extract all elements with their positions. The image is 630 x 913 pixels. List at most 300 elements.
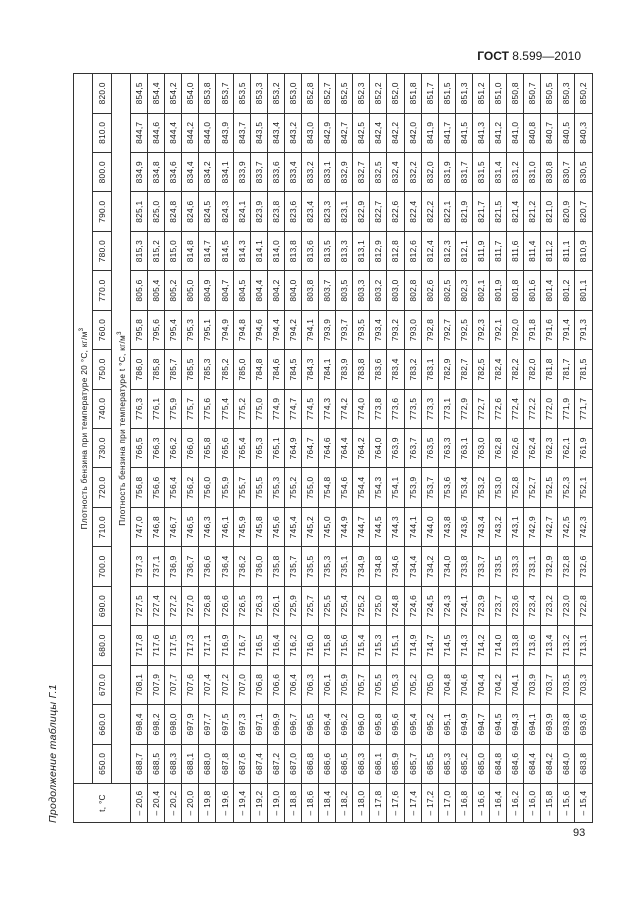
density-value-cell: 696,0 — [353, 705, 370, 744]
density-value-cell: 765,6 — [216, 429, 233, 468]
density-value-cell: 704,4 — [472, 665, 489, 704]
density-value-cell: 762,8 — [489, 429, 506, 468]
density-value-cell: 756,2 — [182, 468, 199, 507]
density-value-cell: 840,5 — [558, 113, 575, 152]
density-value-cell: 754,3 — [370, 468, 387, 507]
density-value-cell: 696,5 — [301, 705, 318, 744]
rotated-table-block — [47, 73, 611, 823]
density-value-cell: 804,0 — [284, 271, 301, 310]
density-value-cell: 707,2 — [216, 665, 233, 704]
density-value-cell: 842,2 — [387, 113, 404, 152]
density-value-cell: 686,8 — [301, 744, 318, 783]
density-header-cell: 790.0 — [93, 192, 112, 231]
density-value-cell: 802,3 — [455, 271, 472, 310]
table-row — [284, 74, 301, 823]
table-row — [421, 74, 438, 823]
density-value-cell: 734,6 — [387, 547, 404, 586]
density-value-cell: 763,5 — [421, 429, 438, 468]
density-value-cell: 715,1 — [387, 626, 404, 665]
density-value-cell: 752,1 — [575, 468, 592, 507]
density-value-cell: 831,4 — [489, 153, 506, 192]
density-value-cell: 771,9 — [558, 389, 575, 428]
density-value-cell: 805,0 — [182, 271, 199, 310]
density-value-cell: 853,2 — [267, 74, 284, 114]
temperature-cell: – 15,4 — [575, 784, 592, 823]
density-value-cell: 754,1 — [387, 468, 404, 507]
density-value-cell: 781,5 — [575, 350, 592, 389]
table-row — [558, 74, 575, 823]
table-row — [250, 74, 267, 823]
density-value-cell: 696,2 — [336, 705, 353, 744]
density-value-cell: 765,1 — [267, 429, 284, 468]
density-value-cell: 785,5 — [182, 350, 199, 389]
density-value-cell: 833,4 — [284, 153, 301, 192]
density-value-cell: 842,0 — [404, 113, 421, 152]
density-value-cell: 841,7 — [438, 113, 455, 152]
density-value-cell: 801,4 — [541, 271, 558, 310]
density-value-cell: 708,1 — [131, 665, 148, 704]
density-value-cell: 735,3 — [319, 547, 336, 586]
density-value-cell: 821,9 — [455, 192, 472, 231]
density-value-cell: 756,6 — [148, 468, 165, 507]
temperature-cell: – 17,8 — [370, 784, 387, 823]
density-value-cell: 744,0 — [421, 507, 438, 546]
density-value-cell: 773,8 — [370, 389, 387, 428]
density-value-cell: 694,7 — [472, 705, 489, 744]
density-value-cell: 705,2 — [404, 665, 421, 704]
density-value-cell: 723,7 — [489, 586, 506, 625]
density-value-cell: 686,6 — [319, 744, 336, 783]
density-value-cell: 703,3 — [575, 665, 592, 704]
density-value-cell: 694,1 — [524, 705, 541, 744]
density-value-cell: 852,2 — [370, 74, 387, 114]
density-value-cell: 752,8 — [507, 468, 524, 507]
standard-number: 8.599—2010 — [508, 49, 581, 63]
density-value-cell: 810,9 — [575, 231, 592, 270]
density-value-cell: 688,7 — [131, 744, 148, 783]
group-header — [74, 74, 93, 784]
density-value-cell: 820,7 — [575, 192, 592, 231]
density-value-cell: 852,8 — [301, 74, 318, 114]
density-value-cell: 793,0 — [404, 310, 421, 349]
density-value-cell: 784,5 — [284, 350, 301, 389]
density-value-cell: 784,3 — [301, 350, 318, 389]
density-value-cell: 794,9 — [216, 310, 233, 349]
density-value-cell: 833,1 — [319, 153, 336, 192]
density-value-cell: 781,8 — [541, 350, 558, 389]
density-value-cell: 815,3 — [131, 231, 148, 270]
temperature-cell: – 20,4 — [148, 784, 165, 823]
density-value-cell: 801,1 — [575, 271, 592, 310]
density-value-cell: 794,1 — [301, 310, 318, 349]
density-value-cell: 745,0 — [319, 507, 336, 546]
table-row — [387, 74, 404, 823]
density-value-cell: 783,1 — [421, 350, 438, 389]
density-value-cell: 840,3 — [575, 113, 592, 152]
temperature-cell: – 15,8 — [541, 784, 558, 823]
density-value-cell: 824,3 — [216, 192, 233, 231]
density-value-cell: 695,4 — [404, 705, 421, 744]
density-value-cell: 725,4 — [336, 586, 353, 625]
density-value-cell: 786,0 — [131, 350, 148, 389]
density-value-cell: 736,2 — [233, 547, 250, 586]
table-row — [336, 74, 353, 823]
density-value-cell: 753,9 — [404, 468, 421, 507]
density-value-cell: 746,5 — [182, 507, 199, 546]
density-value-cell: 803,7 — [319, 271, 336, 310]
density-value-cell: 703,5 — [558, 665, 575, 704]
density-value-cell: 724,6 — [404, 586, 421, 625]
table-row — [319, 74, 336, 823]
density-value-cell: 745,2 — [301, 507, 318, 546]
density-value-cell: 685,3 — [438, 744, 455, 783]
density-header-cell: 820.0 — [93, 74, 112, 114]
density-value-cell: 754,4 — [353, 468, 370, 507]
density-value-cell: 756,0 — [199, 468, 216, 507]
density-value-cell: 844,7 — [131, 113, 148, 152]
density-value-cell: 685,0 — [472, 744, 489, 783]
density-value-cell: 791,6 — [541, 310, 558, 349]
density-value-cell: 853,3 — [250, 74, 267, 114]
density-value-cell: 795,1 — [199, 310, 216, 349]
density-value-cell: 685,5 — [421, 744, 438, 783]
density-value-cell: 792,0 — [507, 310, 524, 349]
density-value-cell: 705,0 — [421, 665, 438, 704]
density-value-cell: 705,9 — [336, 665, 353, 704]
density-value-cell: 792,7 — [438, 310, 455, 349]
sub-header-text: Плотность бензина при температуре t °С, кг/м — [116, 334, 127, 526]
density-value-cell: 764,7 — [301, 429, 318, 468]
density-value-cell: 805,2 — [165, 271, 182, 310]
density-value-cell: 815,0 — [165, 231, 182, 270]
density-value-cell: 776,1 — [148, 389, 165, 428]
density-value-cell: 695,1 — [438, 705, 455, 744]
density-value-cell: 704,2 — [489, 665, 506, 704]
density-value-cell: 830,8 — [541, 153, 558, 192]
density-value-cell: 843,7 — [233, 113, 250, 152]
table-row — [148, 74, 165, 823]
density-value-cell: 737,3 — [131, 547, 148, 586]
density-value-cell: 814,1 — [250, 231, 267, 270]
density-value-cell: 853,0 — [284, 74, 301, 114]
density-value-cell: 743,4 — [472, 507, 489, 546]
temperature-cell: – 16,6 — [472, 784, 489, 823]
density-value-cell: 844,0 — [199, 113, 216, 152]
density-value-cell: 752,3 — [558, 468, 575, 507]
density-value-cell: 714,5 — [438, 626, 455, 665]
temperature-cell: – 19,8 — [199, 784, 216, 823]
density-value-cell: 763,0 — [472, 429, 489, 468]
density-value-cell: 804,4 — [250, 271, 267, 310]
density-value-cell: 756,4 — [165, 468, 182, 507]
density-value-cell: 833,7 — [250, 153, 267, 192]
density-value-cell: 832,7 — [353, 153, 370, 192]
density-value-cell: 773,3 — [421, 389, 438, 428]
density-value-cell: 687,8 — [216, 744, 233, 783]
density-header-cell: 800.0 — [93, 153, 112, 192]
density-value-cell: 753,0 — [489, 468, 506, 507]
density-header-cell: 810.0 — [93, 113, 112, 152]
density-value-cell: 831,9 — [438, 153, 455, 192]
temperature-cell: – 20,2 — [165, 784, 182, 823]
density-value-cell: 693,8 — [558, 705, 575, 744]
table-row — [524, 74, 541, 823]
density-value-cell: 688,1 — [182, 744, 199, 783]
density-value-cell: 834,6 — [165, 153, 182, 192]
density-value-cell: 754,6 — [336, 468, 353, 507]
density-value-cell: 745,6 — [267, 507, 284, 546]
density-value-cell: 716,2 — [284, 626, 301, 665]
density-value-cell: 713,1 — [575, 626, 592, 665]
density-value-cell: 851,8 — [404, 74, 421, 114]
table-row — [233, 74, 250, 823]
density-value-cell: 723,2 — [541, 586, 558, 625]
density-value-cell: 727,5 — [131, 586, 148, 625]
density-header-cell: 750.0 — [93, 350, 112, 389]
density-value-cell: 695,8 — [370, 705, 387, 744]
density-value-cell: 725,9 — [284, 586, 301, 625]
density-value-cell: 784,8 — [250, 350, 267, 389]
density-value-cell: 715,3 — [370, 626, 387, 665]
temperature-cell: – 16,0 — [524, 784, 541, 823]
density-value-cell: 825,1 — [131, 192, 148, 231]
density-value-cell: 703,9 — [524, 665, 541, 704]
density-value-cell: 793,5 — [353, 310, 370, 349]
density-value-cell: 792,8 — [421, 310, 438, 349]
density-value-cell: 831,0 — [524, 153, 541, 192]
density-value-cell: 724,3 — [438, 586, 455, 625]
density-value-cell: 850,7 — [524, 74, 541, 114]
density-value-cell: 727,2 — [165, 586, 182, 625]
density-value-cell: 772,9 — [455, 389, 472, 428]
density-value-cell: 774,0 — [353, 389, 370, 428]
density-value-cell: 733,8 — [455, 547, 472, 586]
density-value-cell: 697,1 — [250, 705, 267, 744]
density-value-cell: 813,6 — [301, 231, 318, 270]
density-value-cell: 693,6 — [575, 705, 592, 744]
density-value-cell: 734,8 — [370, 547, 387, 586]
density-value-cell: 714,2 — [472, 626, 489, 665]
density-header-row — [93, 74, 112, 823]
density-value-cell: 795,4 — [165, 310, 182, 349]
density-value-cell: 832,4 — [387, 153, 404, 192]
density-value-cell: 737,1 — [148, 547, 165, 586]
density-value-cell: 791,4 — [558, 310, 575, 349]
density-value-cell: 722,8 — [575, 586, 592, 625]
density-value-cell: 853,7 — [216, 74, 233, 114]
density-value-cell: 795,3 — [182, 310, 199, 349]
density-value-cell: 706,6 — [267, 665, 284, 704]
density-value-cell: 781,7 — [558, 350, 575, 389]
density-value-cell: 716,0 — [301, 626, 318, 665]
density-value-cell: 783,9 — [336, 350, 353, 389]
density-value-cell: 841,3 — [472, 113, 489, 152]
density-value-cell: 735,5 — [301, 547, 318, 586]
density-value-cell: 735,1 — [336, 547, 353, 586]
density-value-cell: 772,4 — [507, 389, 524, 428]
density-value-cell: 802,6 — [421, 271, 438, 310]
density-header-cell: 760.0 — [93, 310, 112, 349]
density-value-cell: 762,1 — [558, 429, 575, 468]
density-value-cell: 774,9 — [267, 389, 284, 428]
density-value-cell: 842,7 — [336, 113, 353, 152]
density-value-cell: 715,6 — [336, 626, 353, 665]
density-value-cell: 812,9 — [370, 231, 387, 270]
density-value-cell: 783,2 — [404, 350, 421, 389]
density-value-cell: 782,7 — [455, 350, 472, 389]
density-value-cell: 773,1 — [438, 389, 455, 428]
density-header-cell: 680.0 — [93, 626, 112, 665]
density-value-cell: 755,7 — [233, 468, 250, 507]
density-value-cell: 714,9 — [404, 626, 421, 665]
density-value-cell: 743,6 — [455, 507, 472, 546]
density-value-cell: 843,5 — [250, 113, 267, 152]
density-value-cell: 823,1 — [336, 192, 353, 231]
density-value-cell: 811,9 — [472, 231, 489, 270]
density-value-cell: 715,8 — [319, 626, 336, 665]
table-row — [489, 74, 506, 823]
density-value-cell: 724,8 — [387, 586, 404, 625]
density-value-cell: 791,8 — [524, 310, 541, 349]
density-value-cell: 762,6 — [507, 429, 524, 468]
table-row — [216, 74, 233, 823]
density-value-cell: 715,4 — [353, 626, 370, 665]
density-value-cell: 716,9 — [216, 626, 233, 665]
density-value-cell: 783,4 — [387, 350, 404, 389]
density-value-cell: 852,3 — [353, 74, 370, 114]
density-value-cell: 850,5 — [541, 74, 558, 114]
density-header-cell: 670.0 — [93, 665, 112, 704]
density-value-cell: 785,3 — [199, 350, 216, 389]
density-value-cell: 755,2 — [284, 468, 301, 507]
density-value-cell: 716,7 — [233, 626, 250, 665]
group-header-superscript: 3 — [79, 327, 86, 332]
density-value-cell: 825,0 — [148, 192, 165, 231]
table-row — [301, 74, 318, 823]
density-value-cell: 707,6 — [182, 665, 199, 704]
density-value-cell: 745,4 — [284, 507, 301, 546]
density-value-cell: 823,3 — [319, 192, 336, 231]
density-value-cell: 834,1 — [216, 153, 233, 192]
density-value-cell: 772,0 — [541, 389, 558, 428]
density-value-cell: 833,9 — [233, 153, 250, 192]
density-value-cell: 746,3 — [199, 507, 216, 546]
table-row — [507, 74, 524, 823]
density-value-cell: 854,0 — [182, 74, 199, 114]
density-value-cell: 833,2 — [301, 153, 318, 192]
density-value-cell: 684,6 — [507, 744, 524, 783]
density-value-cell: 854,2 — [165, 74, 182, 114]
density-value-cell: 813,8 — [284, 231, 301, 270]
temperature-cell: – 17,2 — [421, 784, 438, 823]
density-value-cell: 746,8 — [148, 507, 165, 546]
density-value-cell: 795,8 — [131, 310, 148, 349]
density-value-cell: 744,7 — [353, 507, 370, 546]
density-value-cell: 697,7 — [199, 705, 216, 744]
density-value-cell: 843,4 — [267, 113, 284, 152]
density-value-cell: 746,7 — [165, 507, 182, 546]
density-value-cell: 735,7 — [284, 547, 301, 586]
density-value-cell: 852,5 — [336, 74, 353, 114]
density-value-cell: 707,9 — [148, 665, 165, 704]
density-value-cell: 724,1 — [455, 586, 472, 625]
density-value-cell: 804,7 — [216, 271, 233, 310]
sub-header-superscript: 3 — [117, 331, 124, 335]
density-value-cell: 714,0 — [489, 626, 506, 665]
density-value-cell: 813,3 — [336, 231, 353, 270]
density-value-cell: 783,8 — [353, 350, 370, 389]
density-value-cell: 706,1 — [319, 665, 336, 704]
density-value-cell: 775,9 — [165, 389, 182, 428]
density-value-cell: 822,9 — [353, 192, 370, 231]
density-value-cell: 851,5 — [438, 74, 455, 114]
density-value-cell: 695,2 — [421, 705, 438, 744]
density-value-cell: 791,3 — [575, 310, 592, 349]
density-header-cell: 690.0 — [93, 586, 112, 625]
density-value-cell: 841,5 — [455, 113, 472, 152]
density-header-cell: 780.0 — [93, 231, 112, 270]
density-value-cell: 853,5 — [233, 74, 250, 114]
density-value-cell: 824,6 — [182, 192, 199, 231]
density-value-cell: 851,3 — [455, 74, 472, 114]
density-value-cell: 811,6 — [507, 231, 524, 270]
density-value-cell: 704,8 — [438, 665, 455, 704]
density-value-cell: 713,4 — [541, 626, 558, 665]
temperature-cell: – 18,2 — [336, 784, 353, 823]
density-header-cell: 700.0 — [93, 547, 112, 586]
table-row — [575, 74, 592, 823]
table-caption: Продолжение таблицы Г.1 — [47, 684, 59, 823]
density-header-cell: 730.0 — [93, 429, 112, 468]
density-value-cell: 775,2 — [233, 389, 250, 428]
density-value-cell: 820,9 — [558, 192, 575, 231]
density-value-cell: 733,1 — [524, 547, 541, 586]
density-value-cell: 843,2 — [284, 113, 301, 152]
density-value-cell: 792,1 — [489, 310, 506, 349]
density-value-cell: 774,2 — [336, 389, 353, 428]
density-value-cell: 842,9 — [319, 113, 336, 152]
density-value-cell: 814,8 — [182, 231, 199, 270]
sub-header — [112, 74, 131, 784]
density-value-cell: 696,9 — [267, 705, 284, 744]
density-value-cell: 785,7 — [165, 350, 182, 389]
density-value-cell: 743,1 — [507, 507, 524, 546]
density-value-cell: 803,2 — [370, 271, 387, 310]
density-value-cell: 821,2 — [524, 192, 541, 231]
density-value-cell: 801,9 — [489, 271, 506, 310]
density-value-cell: 775,0 — [250, 389, 267, 428]
density-value-cell: 694,5 — [489, 705, 506, 744]
density-value-cell: 717,3 — [182, 626, 199, 665]
density-value-cell: 782,9 — [438, 350, 455, 389]
density-value-cell: 794,2 — [284, 310, 301, 349]
density-value-cell: 687,6 — [233, 744, 250, 783]
density-value-cell: 685,9 — [387, 744, 404, 783]
density-value-cell: 688,5 — [148, 744, 165, 783]
density-value-cell: 765,3 — [250, 429, 267, 468]
temperature-cell: – 20,0 — [182, 784, 199, 823]
density-value-cell: 764,6 — [319, 429, 336, 468]
density-value-cell: 812,6 — [404, 231, 421, 270]
density-value-cell: 697,9 — [182, 705, 199, 744]
density-value-cell: 766,0 — [182, 429, 199, 468]
density-value-cell: 814,0 — [267, 231, 284, 270]
density-value-cell: 822,2 — [421, 192, 438, 231]
density-value-cell: 744,1 — [404, 507, 421, 546]
temperature-cell: – 20,6 — [131, 784, 148, 823]
density-value-cell: 717,6 — [148, 626, 165, 665]
density-value-cell: 834,4 — [182, 153, 199, 192]
